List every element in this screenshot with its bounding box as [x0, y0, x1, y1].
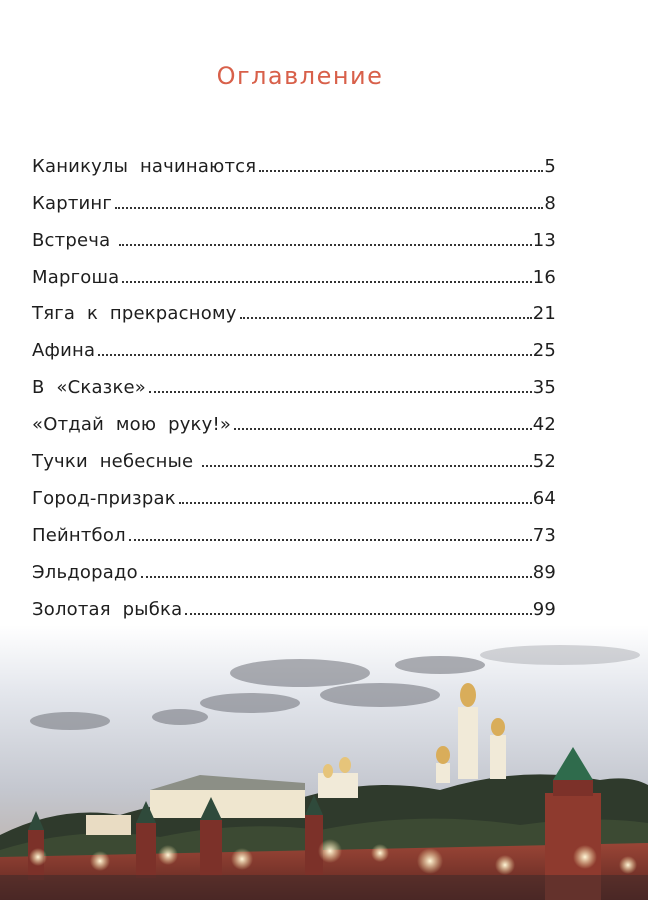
toc-entry [32, 288, 556, 325]
toc-entry-title: Картинг [32, 192, 113, 214]
toc-entry [32, 509, 556, 546]
embankment [0, 875, 648, 900]
toc-entry-title: Золотая рыбка [32, 598, 183, 620]
toc-entry-page: 89 [532, 561, 556, 583]
toc-entry-title: «Отдай мою руку!» [32, 414, 232, 436]
dot-leader [129, 539, 532, 541]
dot-leader [234, 428, 532, 430]
dot-leader [240, 317, 532, 319]
toc-entry-title: Пейнтбол [32, 524, 126, 546]
toc-entry-page: 99 [532, 598, 556, 620]
dot-leader [98, 354, 531, 356]
toc-entry-title: Тяга к прекрасному [32, 303, 237, 325]
toc-entry-page: 21 [532, 303, 556, 325]
toc-entry-page: 13 [532, 229, 556, 251]
dot-leader [122, 281, 531, 283]
dot-leader [179, 502, 532, 504]
toc-entry [32, 324, 556, 361]
toc-entry [32, 214, 556, 251]
toc-entry-title: Маргоша [32, 266, 120, 288]
dot-leader [202, 465, 532, 467]
toc-entry-page: 52 [532, 451, 556, 473]
toc-entry-page: 25 [532, 340, 556, 362]
toc-entry-title: Встреча [32, 229, 117, 251]
toc-entry-title: Афина [32, 340, 96, 362]
toc-entry [32, 546, 556, 583]
dot-leader [185, 613, 531, 615]
toc-entry-title: Эльдорадо [32, 561, 138, 583]
toc-entry-page: 35 [532, 377, 556, 399]
toc-entry-title: В «Сказке» [32, 377, 147, 399]
dot-leader [141, 576, 532, 578]
toc-entry [32, 472, 556, 509]
toc-entry-page: 5 [544, 155, 556, 177]
dot-leader [259, 170, 543, 172]
toc-entry-page: 64 [532, 487, 556, 509]
dot-leader [115, 207, 543, 209]
toc-entry [32, 435, 556, 472]
page-title: Оглавление [216, 62, 384, 90]
kremlin-illustration [0, 625, 648, 900]
toc-entry [32, 398, 556, 435]
toc-entry [32, 140, 556, 177]
toc-entry [32, 251, 556, 288]
toc-entry-page: 73 [532, 524, 556, 546]
toc-entry [32, 177, 556, 214]
toc-entry-title: Каникулы начинаются [32, 155, 257, 177]
toc-entry-page: 42 [532, 414, 556, 436]
dot-leader [119, 244, 531, 246]
toc-entry [32, 583, 556, 620]
toc-entry-page: 16 [532, 266, 556, 288]
toc-entry-title: Тучки небесные [32, 451, 200, 473]
toc-entry-page: 8 [544, 192, 556, 214]
toc-entry [32, 361, 556, 398]
table-of-contents [32, 140, 556, 620]
dot-leader [149, 391, 532, 393]
toc-entry-title: Город-призрак [32, 487, 176, 509]
